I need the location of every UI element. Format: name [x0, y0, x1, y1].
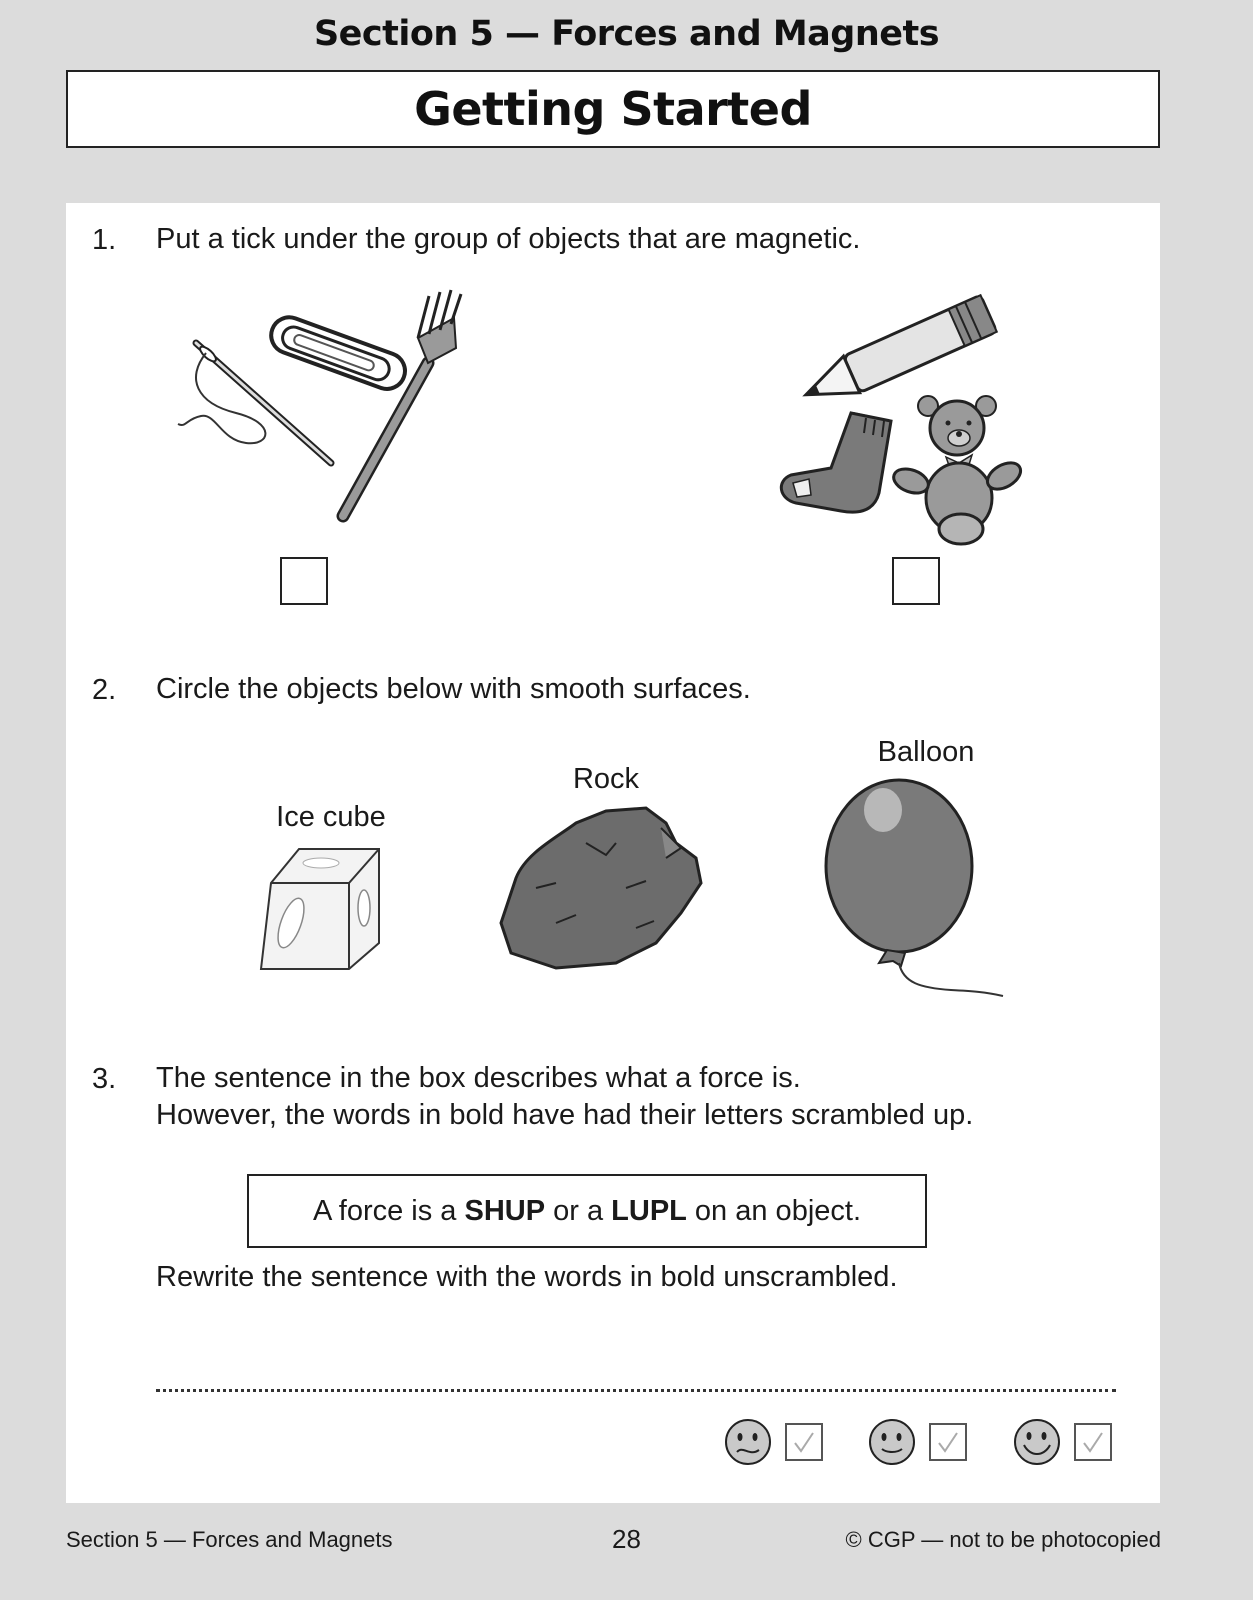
tick-box-happy[interactable] — [1074, 1423, 1112, 1466]
magnetic-objects-illustration — [166, 288, 486, 538]
paperclip-icon — [266, 312, 410, 394]
teddy-bear-icon — [890, 396, 1025, 544]
sentence-part-1: A force is a — [312, 1194, 465, 1227]
balloon-icon[interactable] — [821, 778, 1021, 1008]
sock-icon — [781, 413, 891, 512]
question-3-line-1: The sentence in the box describes what a force is. — [156, 1062, 801, 1094]
copyright-notice: © CGP — not to be photocopied — [845, 1527, 1161, 1552]
question-2-number: 2. — [92, 674, 117, 706]
page-title: Getting Started — [414, 82, 812, 136]
ice-cube-label: Ice cube — [276, 801, 386, 833]
worksheet-panel — [66, 203, 1160, 1503]
pencil-icon — [798, 295, 997, 413]
question-3-instruction: Rewrite the sentence with the words in bold unscrambled. — [156, 1261, 898, 1293]
page-title-box — [66, 70, 1160, 148]
scrambled-sentence-box — [247, 1174, 927, 1248]
balloon-label: Balloon — [877, 736, 975, 768]
scrambled-word-2: LUPL — [611, 1194, 687, 1227]
scrambled-word-1: SHUP — [464, 1194, 546, 1227]
rock-label: Rock — [572, 763, 640, 795]
sentence-part-2: or a — [545, 1194, 612, 1227]
question-1-number: 1. — [92, 224, 117, 256]
tick-box-magnetic-group-a[interactable] — [280, 557, 328, 605]
self-assessment — [66, 1417, 1160, 1477]
sad-face-icon — [723, 1417, 773, 1467]
tick-box-neutral[interactable] — [929, 1423, 967, 1466]
page-number: 28 — [612, 1524, 641, 1554]
question-1-text: Put a tick under the group of objects that are magnetic. — [156, 223, 861, 255]
section-title: Section 5 — Forces and Magnets — [313, 14, 940, 54]
footer-section: Section 5 — Forces and Magnets — [66, 1527, 393, 1552]
question-3-number: 3. — [92, 1063, 117, 1095]
neutral-face-icon — [867, 1417, 917, 1467]
fork-icon — [343, 290, 461, 516]
answer-line[interactable] — [156, 1389, 1116, 1392]
non-magnetic-objects-illustration — [771, 303, 1041, 563]
sentence-part-3: on an object. — [686, 1194, 862, 1227]
rock-icon[interactable] — [496, 803, 716, 983]
tick-box-magnetic-group-b[interactable] — [892, 557, 940, 605]
tick-box-sad[interactable] — [785, 1423, 823, 1466]
happy-face-icon — [1012, 1417, 1062, 1467]
question-2-text: Circle the objects below with smooth surfaces. — [156, 673, 751, 705]
ice-cube-icon[interactable] — [251, 843, 391, 978]
question-3-line-2: However, the words in bold have had their letters scrambled up. — [156, 1099, 974, 1131]
